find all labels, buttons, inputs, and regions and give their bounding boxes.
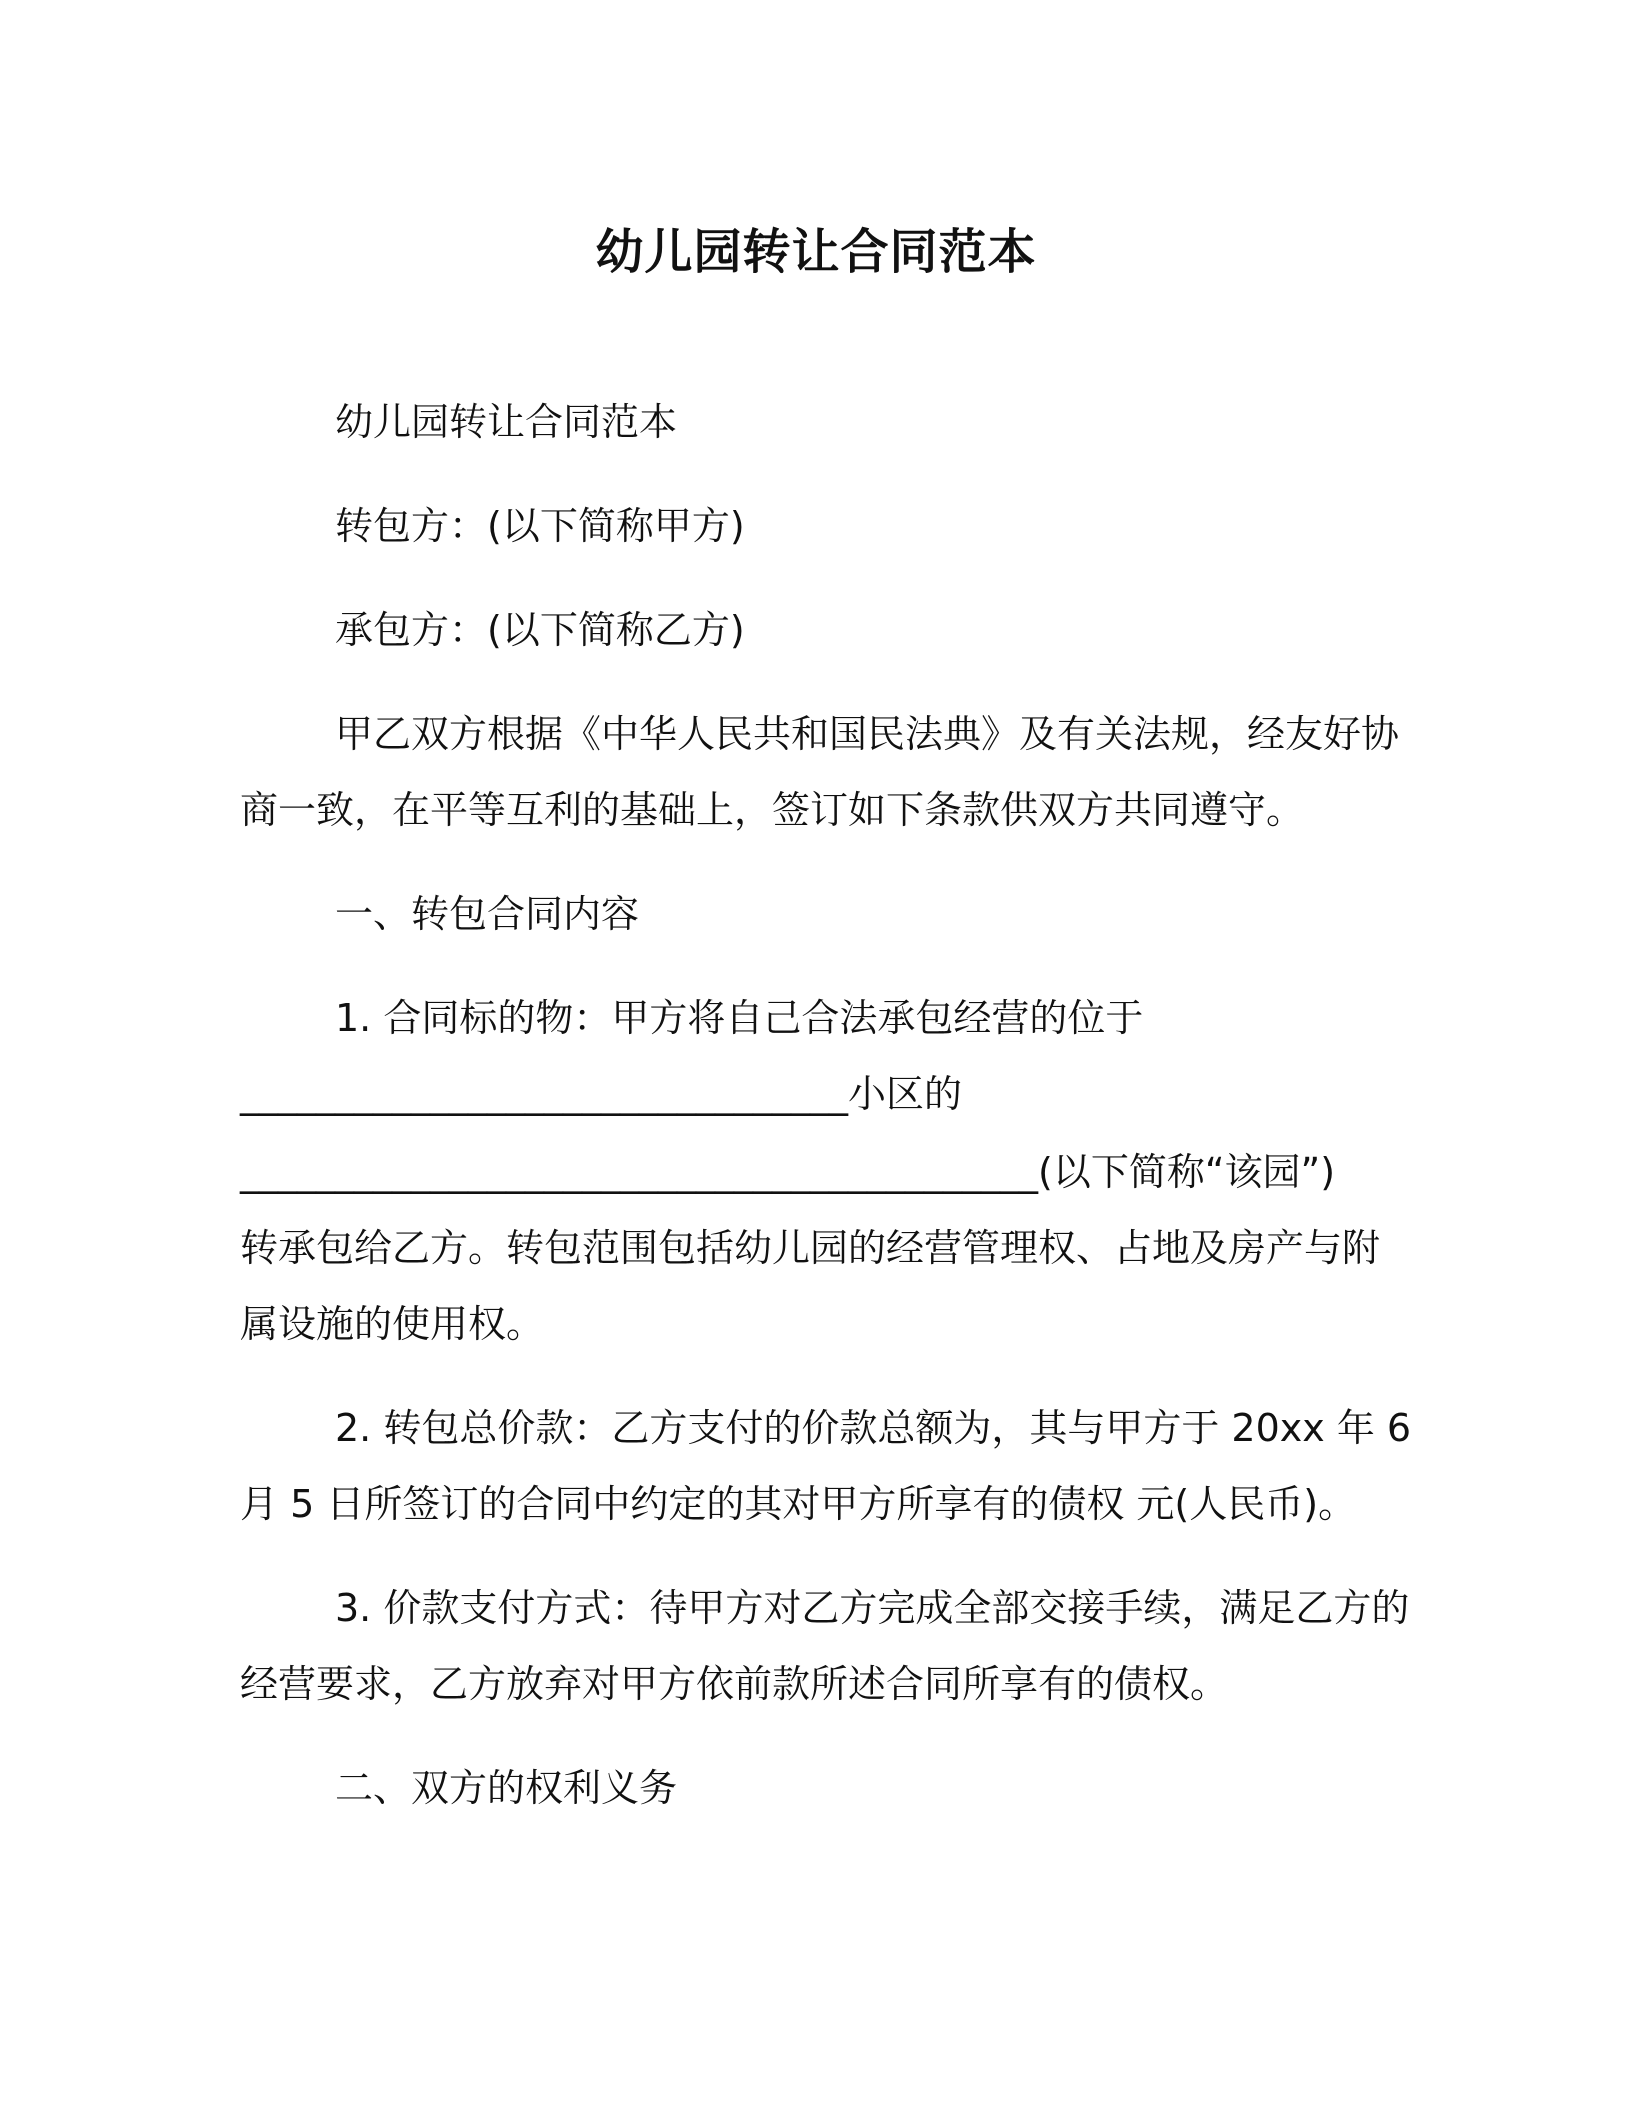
clause-1-line-4: 转承包给乙方。转包范围包括幼儿园的经营管理权、占地及房产与附 xyxy=(240,1226,1381,1270)
preamble-line-1: 甲乙双方根据《中华人民共和国民法典》及有关法规，经友好协 xyxy=(335,712,1400,756)
section-1-heading: 一、转包合同内容 xyxy=(335,892,640,936)
clause-1-line-1: 1. 合同标的物：甲方将自己合法承包经营的位于 xyxy=(335,996,1144,1040)
party-b-line: 承包方：(以下简称乙方) xyxy=(335,608,745,652)
subtitle-line: 幼儿园转让合同范本 xyxy=(335,400,678,444)
clause-1-line-2: ________________________________小区的 xyxy=(240,1072,963,1116)
document-title: 幼儿园转让合同范本 xyxy=(595,224,1037,280)
clause-3-line-2: 经营要求，乙方放弃对甲方依前款所述合同所享有的债权。 xyxy=(240,1662,1229,1706)
preamble-line-2: 商一致，在平等互利的基础上，签订如下条款供双方共同遵守。 xyxy=(240,788,1305,832)
party-a-line: 转包方：(以下简称甲方) xyxy=(335,504,745,548)
clause-1-line-5: 属设施的使用权。 xyxy=(240,1302,545,1346)
section-2-heading: 二、双方的权利义务 xyxy=(335,1766,678,1810)
clause-3-line-1: 3. 价款支付方式：待甲方对乙方完成全部交接手续，满足乙方的 xyxy=(335,1586,1410,1630)
clause-1-line-3: __________________________________________(以下简称“该园”) xyxy=(240,1150,1336,1194)
clause-2-line-1: 2. 转包总价款：乙方支付的价款总额为，其与甲方于 20xx 年 6 xyxy=(335,1406,1412,1450)
clause-2-line-2: 月 5 日所签订的合同中约定的其对甲方所享有的债权 元(人民币)。 xyxy=(240,1482,1357,1526)
